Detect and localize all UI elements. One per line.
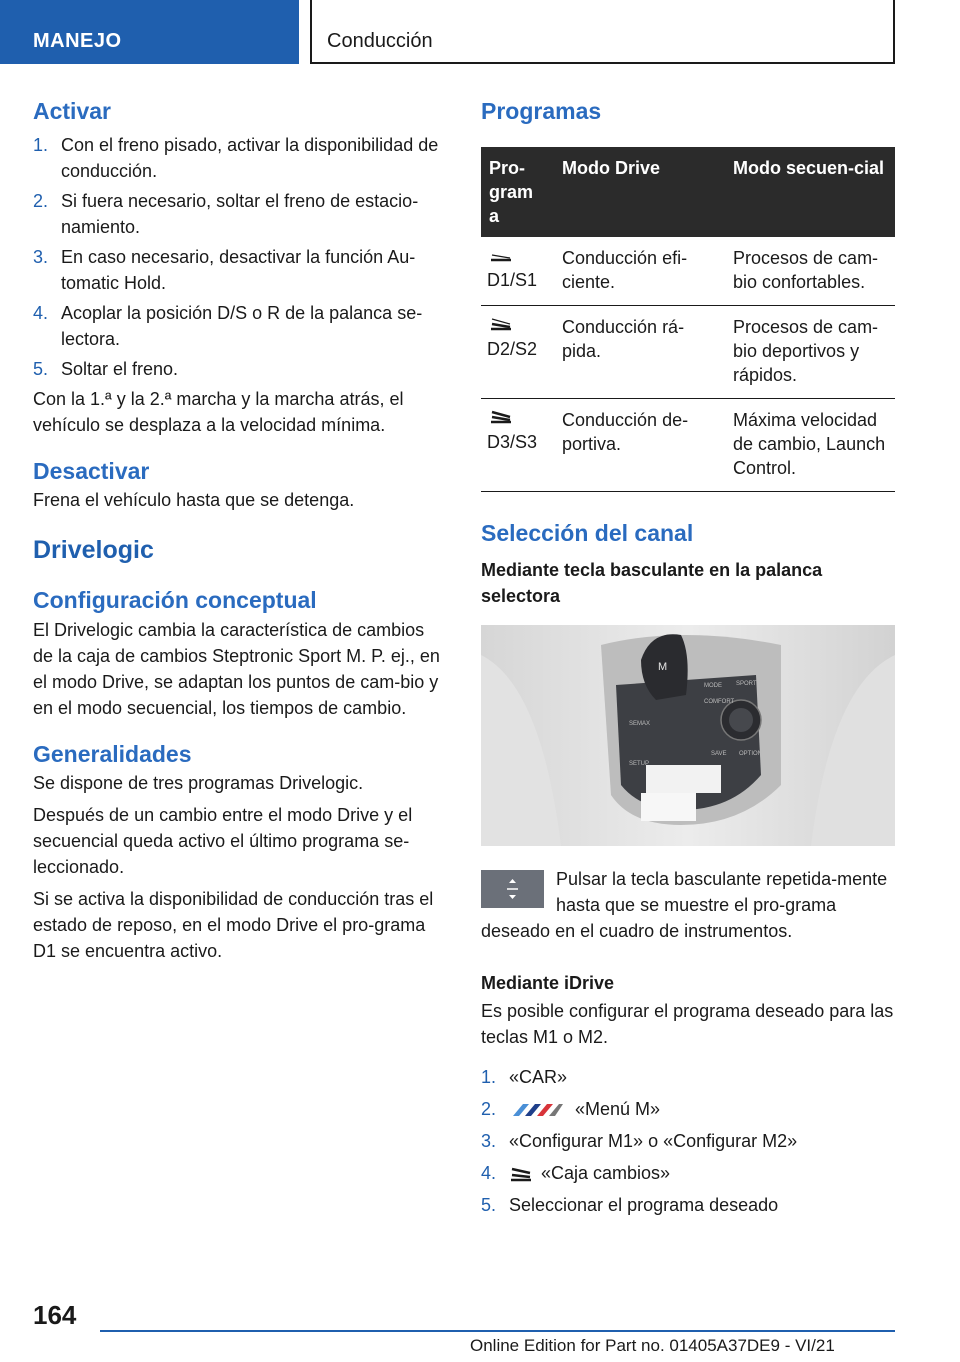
heading-activar: Activar [33,98,111,124]
step: 5. Seleccionar el programa deseado [481,1195,779,1216]
heading-programas: Programas [481,98,602,124]
step: 4. Acoplar la posición D/S o R de la palanca se-lectora. [33,302,423,349]
heading-drivelogic: Drivelogic [33,536,154,565]
heading-configuracion: Configuración conceptual [33,587,317,614]
photo-label: SETUP [629,761,650,768]
left-column [33,98,448,964]
step: 2. Si fuera necesario, soltar el freno de estacio-namiento. [33,190,419,237]
page-number: 164 [33,1300,77,1330]
sequential-mode-cell: Procesos de cam-bio confortables. [725,237,895,306]
step: 2. «Menú M» [481,1099,661,1120]
program-cell [481,398,554,491]
table-row [481,305,895,398]
program-3-icon [489,408,513,426]
program-1-icon [489,246,513,264]
column-header: Pro-gram a [481,147,554,237]
step: 3. En caso necesario, desactivar la función Au-tomatic Hold. [33,246,416,293]
photo-label: SAVE [711,751,727,758]
photo-label: COMFORT [704,699,735,706]
table-row [481,237,895,306]
svg-text:M: M [658,661,668,674]
drive-mode-cell: Conducción efi-ciente. [554,237,725,306]
step: 1. Con el freno pisado, activar la disponibilidad de conducción. [33,134,439,181]
program-cell [481,305,554,398]
generalidades-p3: Si se activa la disponibilidad de conducción tras el estado de reposo, en el modo Drive el pro-grama D1 se encuentra activo. [33,889,434,962]
column-header: Modo Drive [554,147,725,237]
page-header [310,0,895,64]
step: 3. «Configurar M1» o «Configurar M2» [481,1131,798,1152]
generalidades-p1: Se dispone de tres programas Drivelogic. [33,773,364,794]
generalidades-p2: Después de un cambio entre el modo Drive y el secuencial queda activo el último programa se-leccionado. [33,805,413,878]
sequential-mode-cell: Procesos de cam-bio deportivos y rápidos. [725,305,895,398]
heading-seleccion: Selección del canal [481,519,694,546]
photo-label: MODE [704,683,722,690]
program-cell [481,237,554,306]
rocker-instruction [481,866,895,944]
m-menu-icon [509,1102,565,1118]
selector-lever-photo [481,625,895,846]
edition-note: Online Edition for Part no. 01405A37DE9 - VI/21 [470,1336,835,1355]
subheading-rocker: Mediante tecla basculante en la palanca selectora [481,560,823,607]
activar-steps [33,132,448,382]
rocker-text: Pulsar la tecla basculante repetida-mente hasta que se muestre el pro-grama deseado en el cuadro de instrumentos. [481,869,888,942]
programs-table [481,147,895,492]
subheading-idrive: Mediante iDrive [481,973,615,994]
footer-divider [100,1330,895,1332]
page-title: Conducción [327,30,433,52]
program-label: D3/S3 [487,431,538,452]
configuracion-text: El Drivelogic cambia la característica de cambios de la caja de cambios Steptronic Sport M. P. ej., en el modo Drive, se adaptan los puntos de cam-bio y en el modo secuencial, los tiempos de cambio. [33,619,440,718]
desactivar-text: Frena el vehículo hasta que se detenga. [33,490,355,511]
program-label: D1/S1 [487,269,538,290]
section-tab [0,0,299,64]
section-title: MANEJO [33,30,122,52]
activar-note: Con la 1.ª y la 2.ª marcha y la marcha atrás, el vehículo se desplaza a la velocidad mínima. [33,388,404,435]
table-row [481,398,895,491]
sequential-mode-cell: Máxima velocidad de cambio, Launch Control. [725,398,895,491]
right-column [481,98,895,1224]
photo-label: SEMAX [629,721,651,728]
gearbox-icon [509,1165,533,1183]
step: 1. «CAR» [481,1067,568,1088]
step: 5. Soltar el freno. [33,358,179,379]
photo-label: OPTION [739,751,763,758]
table-header-row [481,147,895,237]
column-header: Modo secuen-cial [725,147,895,237]
heading-generalidades: Generalidades [33,740,192,767]
drive-mode-cell: Conducción de-portiva. [554,398,725,491]
step: 4. «Caja cambios» [481,1163,671,1184]
program-label: D2/S2 [487,338,538,359]
idrive-steps [481,1064,895,1218]
photo-label: SPORT [736,681,757,688]
program-2-icon [489,315,513,333]
idrive-text: Es posible configurar el programa deseado para las teclas M1 o M2. [481,1001,894,1048]
heading-desactivar: Desactivar [33,457,150,484]
rocker-switch-icon [481,870,544,908]
drive-mode-cell: Conducción rá-pida. [554,305,725,398]
